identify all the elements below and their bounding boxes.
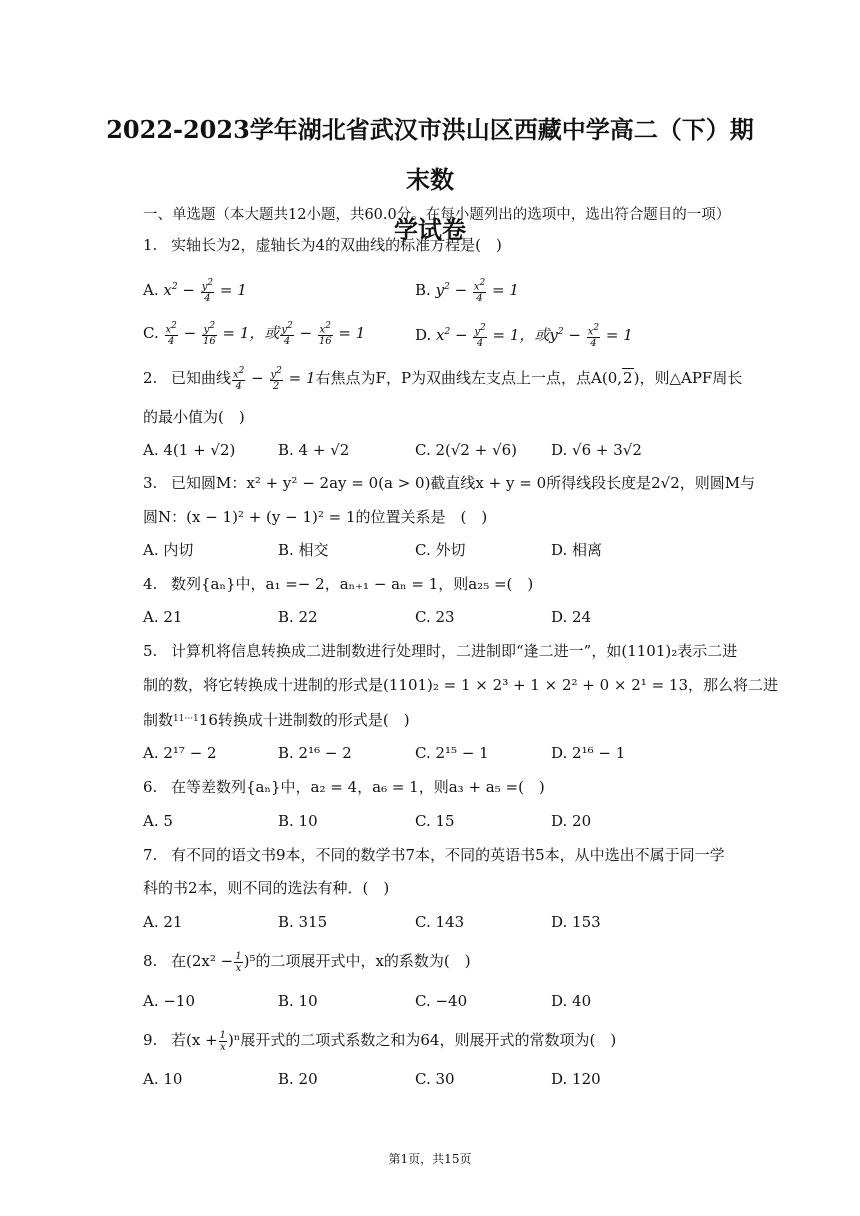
q7-option-a: A. 21 (143, 913, 183, 931)
question-number: 1. (143, 236, 158, 254)
q4-option-d: D. 24 (551, 608, 592, 626)
q8-option-b: B. 10 (278, 992, 318, 1010)
q7-option-c: C. 143 (415, 913, 465, 931)
page-title (100, 105, 760, 255)
q1-option-a: A. $x^2$ − $\frac{y^2}{4}$ = 1 (143, 277, 247, 305)
q8-option-d: D. 40 (551, 992, 592, 1010)
q7-option-b: B. 315 (278, 913, 328, 931)
question-2-cont: 的最小值为( ) (143, 408, 245, 426)
q9-option-a: A. 10 (143, 1070, 183, 1088)
question-9: 9. 若(x + $\frac{1}{x}$ )ⁿ展开式的二项式系数之和为64，则展开式的常数项为( ) (143, 1029, 617, 1053)
question-7-cont: 科的书2本，则不同的选法有种．( ) (143, 879, 390, 897)
question-6: 6. 在等差数列{aₙ}中，a₂ = 4，a₆ = 1，则a₃ + a₅ =( ) (143, 778, 545, 796)
q1-option-c: C. $\frac{x^2}{4}$ − $\frac{y^2}{16}$ = 1，或 $\frac{y^2}{4}$ − $\frac{x^2}{16}$ = 1 (143, 321, 366, 348)
q8-option-c: C. −40 (415, 992, 468, 1010)
q7-option-d: D. 153 (551, 913, 601, 931)
q4-option-b: B. 22 (278, 608, 318, 626)
q3-option-c: C. 外切 (415, 541, 466, 559)
title-line-1: 2022-2023学年湖北省武汉市洪山区西藏中学高二（下）期末数 (106, 115, 754, 194)
question-5-cont-1: 制的数，将它转换成十进制的形式是(1101)₂ = 1 × 2³ + 1 × 2² + 0 × 2¹ = 13，那么将二进 (143, 676, 779, 694)
q2-option-c: C. 2(√2 + √6) (415, 441, 518, 459)
title-line-2: 学试卷 (394, 215, 466, 244)
question-5: 5. 计算机将信息转换成二进制数进行处理时，二进制即“逢二进一”，如(1101)₂表示二进 (143, 642, 738, 660)
q1-option-b: B. $y^2$ − $\frac{x^2}{4}$ = 1 (415, 277, 519, 305)
question-2: 2. 已知曲线 $\frac{x^2}{4}$ − $\frac{y^2}{2}$ = 1右焦点为F，P为双曲线左支点上一点，点A(0,2)，则△APF周长 (143, 366, 743, 393)
question-4: 4. 数列{aₙ}中，a₁ =− 2，aₙ₊₁ − aₙ = 1，则a₂₅ =( ) (143, 575, 534, 593)
section-heading: 一、单选题（本大题共12小题，共60.0分。在每小题列出的选项中，选出符合题目的一项） (143, 207, 731, 223)
q9-option-d: D. 120 (551, 1070, 601, 1088)
q5-option-d: D. 2¹⁶ − 1 (551, 744, 626, 762)
q5-option-b: B. 2¹⁶ − 2 (278, 744, 352, 762)
q6-option-a: A. 5 (143, 812, 173, 830)
q9-option-b: B. 20 (278, 1070, 318, 1088)
q1-option-d: D. $x^2$ − $\frac{y^2}{4}$ = 1，或$y^2$ − $\frac{x^2}{4}$ = 1 (415, 322, 633, 350)
q3-option-d: D. 相离 (551, 541, 603, 559)
question-5-cont-2: 制数$^{11\cdot\cdot\cdot 1}$16转换成十进制数的形式是( ) (143, 711, 410, 729)
q2-option-a: A. 4(1 + √2) (143, 441, 236, 459)
q4-option-a: A. 21 (143, 608, 183, 626)
page-footer: 第1页，共15页 (388, 1152, 472, 1166)
q9-option-c: C. 30 (415, 1070, 455, 1088)
question-text: 实轴长为2，虚轴长为4的双曲线的标准方程是( ) (171, 236, 502, 254)
question-1 (143, 234, 502, 256)
q4-option-c: C. 23 (415, 608, 455, 626)
question-7: 7. 有不同的语文书9本，不同的数学书7本，不同的英语书5本，从中选出不属于同一学 (143, 846, 725, 864)
question-8: 8. 在(2x² − $\frac{1}{x}$ )⁵的二项展开式中，x的系数为( ) (143, 950, 471, 974)
q3-option-a: A. 内切 (143, 541, 194, 559)
q8-option-a: A. −10 (143, 992, 196, 1010)
q6-option-b: B. 10 (278, 812, 318, 830)
q5-option-c: C. 2¹⁵ − 1 (415, 744, 489, 762)
q5-option-a: A. 2¹⁷ − 2 (143, 744, 217, 762)
q6-option-c: C. 15 (415, 812, 455, 830)
question-3: 3. 已知圆M：x² + y² − 2ay = 0(a > 0)截直线x + y = 0所得线段长度是2√2，则圆M与 (143, 474, 756, 492)
question-3-cont: 圆N：(x − 1)² + (y − 1)² = 1的位置关系是 ( ) (143, 508, 488, 526)
q2-option-d: D. √6 + 3√2 (551, 441, 642, 459)
q2-option-b: B. 4 + √2 (278, 441, 350, 459)
q3-option-b: B. 相交 (278, 541, 329, 559)
q6-option-d: D. 20 (551, 812, 592, 830)
